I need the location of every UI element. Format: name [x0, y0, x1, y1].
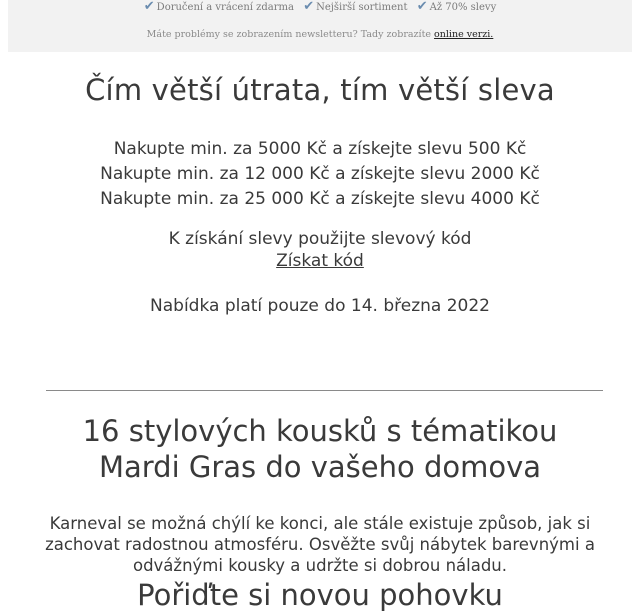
benefit-label: Nejširší sortiment: [316, 2, 408, 13]
online-version-notice: [8, 29, 632, 40]
discount-code-note: K získání slevy použijte slevový kód: [168, 229, 472, 249]
checkmark-icon: ✔: [143, 0, 155, 14]
benefit-assortment: [303, 0, 407, 14]
discount-tier: Nakupte min. za 25 000 Kč a získejte slevu 4000 Kč: [100, 189, 540, 209]
benefit-label: Až 70% slevy: [429, 2, 497, 13]
offer-validity: Nabídka platí pouze do 14. března 2022: [150, 296, 490, 316]
discount-code-section: [0, 228, 640, 272]
benefit-label: Doručení a vrácení zdarma: [156, 2, 294, 13]
newsletter-topbar: [8, 0, 632, 52]
benefit-free-shipping: [144, 0, 294, 14]
get-code-link[interactable]: Získat kód: [276, 251, 364, 271]
benefit-discount: [417, 0, 497, 14]
checkmark-icon: ✔: [303, 0, 315, 14]
promo-title: Čím větší útrata, tím větší sleva: [85, 73, 555, 107]
article-paragraph: Karneval se možná chýlí ke konci, ale stále existuje způsob, jak si zachovat radostnou atmosféru. Osvěžte svůj nábytek barevnými a odvážnými kousky a udržte si dobrou náladu.: [45, 514, 595, 575]
discount-tier: Nakupte min. za 12 000 Kč a získejte slevu 2000 Kč: [100, 164, 540, 184]
section-divider: [46, 390, 603, 391]
discount-tiers: [0, 137, 640, 212]
online-version-text: Máte problémy se zobrazením newsletteru? Tady zobrazíte: [146, 29, 432, 40]
benefits-row: [8, 0, 632, 14]
next-section-heading: Pořiďte si novou pohovku: [137, 578, 503, 612]
article-title: 16 stylových kousků s tématikou Mardi Gras do vašeho domova: [82, 414, 558, 484]
checkmark-icon: ✔: [416, 0, 428, 14]
discount-tier: Nakupte min. za 5000 Kč a získejte slevu 500 Kč: [113, 139, 527, 159]
online-version-link[interactable]: online verzi.: [434, 29, 494, 40]
